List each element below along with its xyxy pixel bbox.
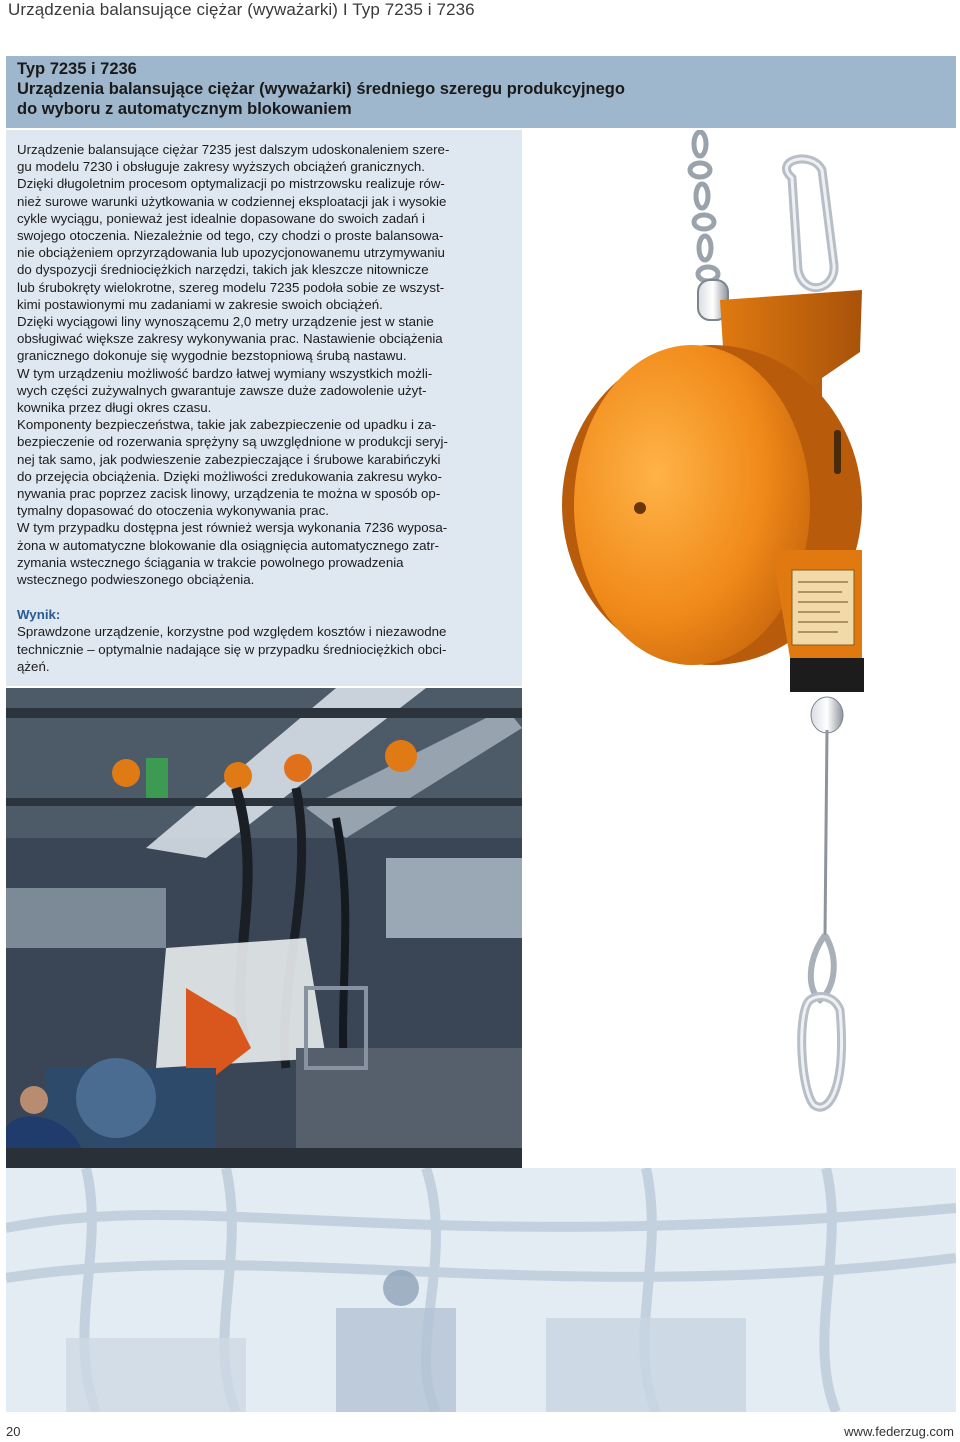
cable-stopper <box>790 658 864 692</box>
description-text <box>17 141 505 675</box>
cable-guide-icon <box>811 697 843 733</box>
body-line: nywania prac poprzez zacisk linowy, urządzenia te można w sposób op- <box>17 486 441 502</box>
body-line: Dzięki długoletnim procesom optymalizacji po mistrzowsku realizuje rów- <box>17 176 445 192</box>
body-line: W tym urządzeniu możliwość bardzo łatwej wymiany wszystkich możli- <box>17 365 433 381</box>
carabiner-icon <box>786 159 834 288</box>
body-line: lub śrubokręty wielokrotne, szereg modelu 7235 podoła sobie ze wszyst- <box>17 279 445 295</box>
body-line: Urządzenie balansujące ciężar 7235 jest dalszym udoskonaleniem szere- <box>17 142 450 157</box>
cable-loop <box>811 935 834 1000</box>
body-line: kimi postawionymi mu zadaniami w zakresie swoich obciążeń. <box>17 296 383 312</box>
description-panel <box>6 130 522 686</box>
body-line: gu modelu 7230 i obsługuje zakresy wyższych obciążeń granicznych. <box>17 159 425 175</box>
website-link[interactable]: www.federzug.com <box>844 1424 954 1439</box>
body-line: żona w automatyczne blokowanie dla osiągnięcia automatycznego zatr- <box>17 537 440 553</box>
factory-illustration <box>6 688 522 1168</box>
body-line: nież surowe warunki użytkowania w codziennej eksploatacji jak i wysokie <box>17 193 447 209</box>
body-line: granicznego dokonuje się wygodnie bezstopniową śrubą nastawu. <box>17 348 407 364</box>
header-title-line-1: Typ 7235 i 7236 <box>17 60 137 78</box>
indicator-slot <box>834 430 841 474</box>
faded-factory-illustration <box>6 1168 956 1412</box>
body-line: do dyspozycji średniociężkich narzędzi, takich jak kleszcze nitownicze <box>17 262 429 278</box>
body-line: W tym przypadku dostępna jest również wersja wykonania 7236 wyposa- <box>17 520 448 536</box>
body-line: Dzięki wyciągowi liny wynoszącemu 2,0 metry urządzenie jest w stanie <box>17 314 434 330</box>
body-line: wstecznego podwieszonego obciążenia. <box>17 572 255 588</box>
body-line: cykle wyciągu, ponieważ jest idealnie dopasowane do swoich zadań i <box>17 210 426 226</box>
result-label: Wynik: <box>17 607 61 623</box>
background-factory-photo <box>6 1168 956 1412</box>
body-line: Komponenty bezpieczeństwa, takie jak zabezpieczenie od upadku i za- <box>17 417 437 433</box>
body-line: swojego otoczenia. Niezależnie od tego, czy chodzi o proste balansowa- <box>17 228 444 244</box>
result-line: ążeń. <box>17 658 50 674</box>
hook-carabiner-icon <box>802 997 842 1108</box>
center-bolt-icon <box>634 502 646 514</box>
spring-balancer-illustration <box>522 130 956 1168</box>
result-line: Sprawdzone urządzenie, korzystne pod względem kosztów i niezawodne <box>17 624 447 640</box>
body-line: kownika przez długi okres czasu. <box>17 400 212 416</box>
body-line: tymalny dopasować do otoczenia wykonywania prac. <box>17 503 329 519</box>
drum-face <box>574 345 810 665</box>
body-line: obsługiwać większe zakresy wykonywania prac. Nastawienie obciążenia <box>17 331 443 347</box>
header-title-line-3: do wyboru z automatycznym blokowaniem <box>17 100 352 118</box>
body-line: nej tak samo, jak podwieszenie zabezpieczające i śrubowe karabińczyki <box>17 451 441 467</box>
factory-photo <box>6 688 522 1168</box>
header-title-line-2: Urządzenia balansujące ciężar (wyważarki) średniego szeregu produkcyjnego <box>17 80 625 98</box>
result-line: technicznie – optymalnie nadające się w przypadku średniociężkich obci- <box>17 641 447 657</box>
body-line: do przejęcia obciążenia. Dzięki możliwości zredukowania zakresu wyko- <box>17 468 442 484</box>
page-number: 20 <box>6 1424 21 1439</box>
wire-cable <box>825 730 827 935</box>
body-line: wych części zużywalnych gwarantuje zawsze duże zadowolenie użyt- <box>17 382 427 398</box>
page-title: Urządzenia balansujące ciężar (wyważarki) I Typ 7235 i 7236 <box>8 0 475 19</box>
type-plate <box>792 570 854 645</box>
header-band <box>6 56 956 128</box>
body-line: bezpieczenie od rozerwania sprężyny są uwzględnione w produkcji seryj- <box>17 434 448 450</box>
body-line: nie obciążeniem oprzyrządowania lub upozycjonowanemu utrzymywaniu <box>17 245 445 261</box>
body-line: zymania wstecznego ściągania w trakcie powolnego prowadzenia <box>17 554 404 570</box>
product-image-spring-balancer <box>522 130 956 1168</box>
